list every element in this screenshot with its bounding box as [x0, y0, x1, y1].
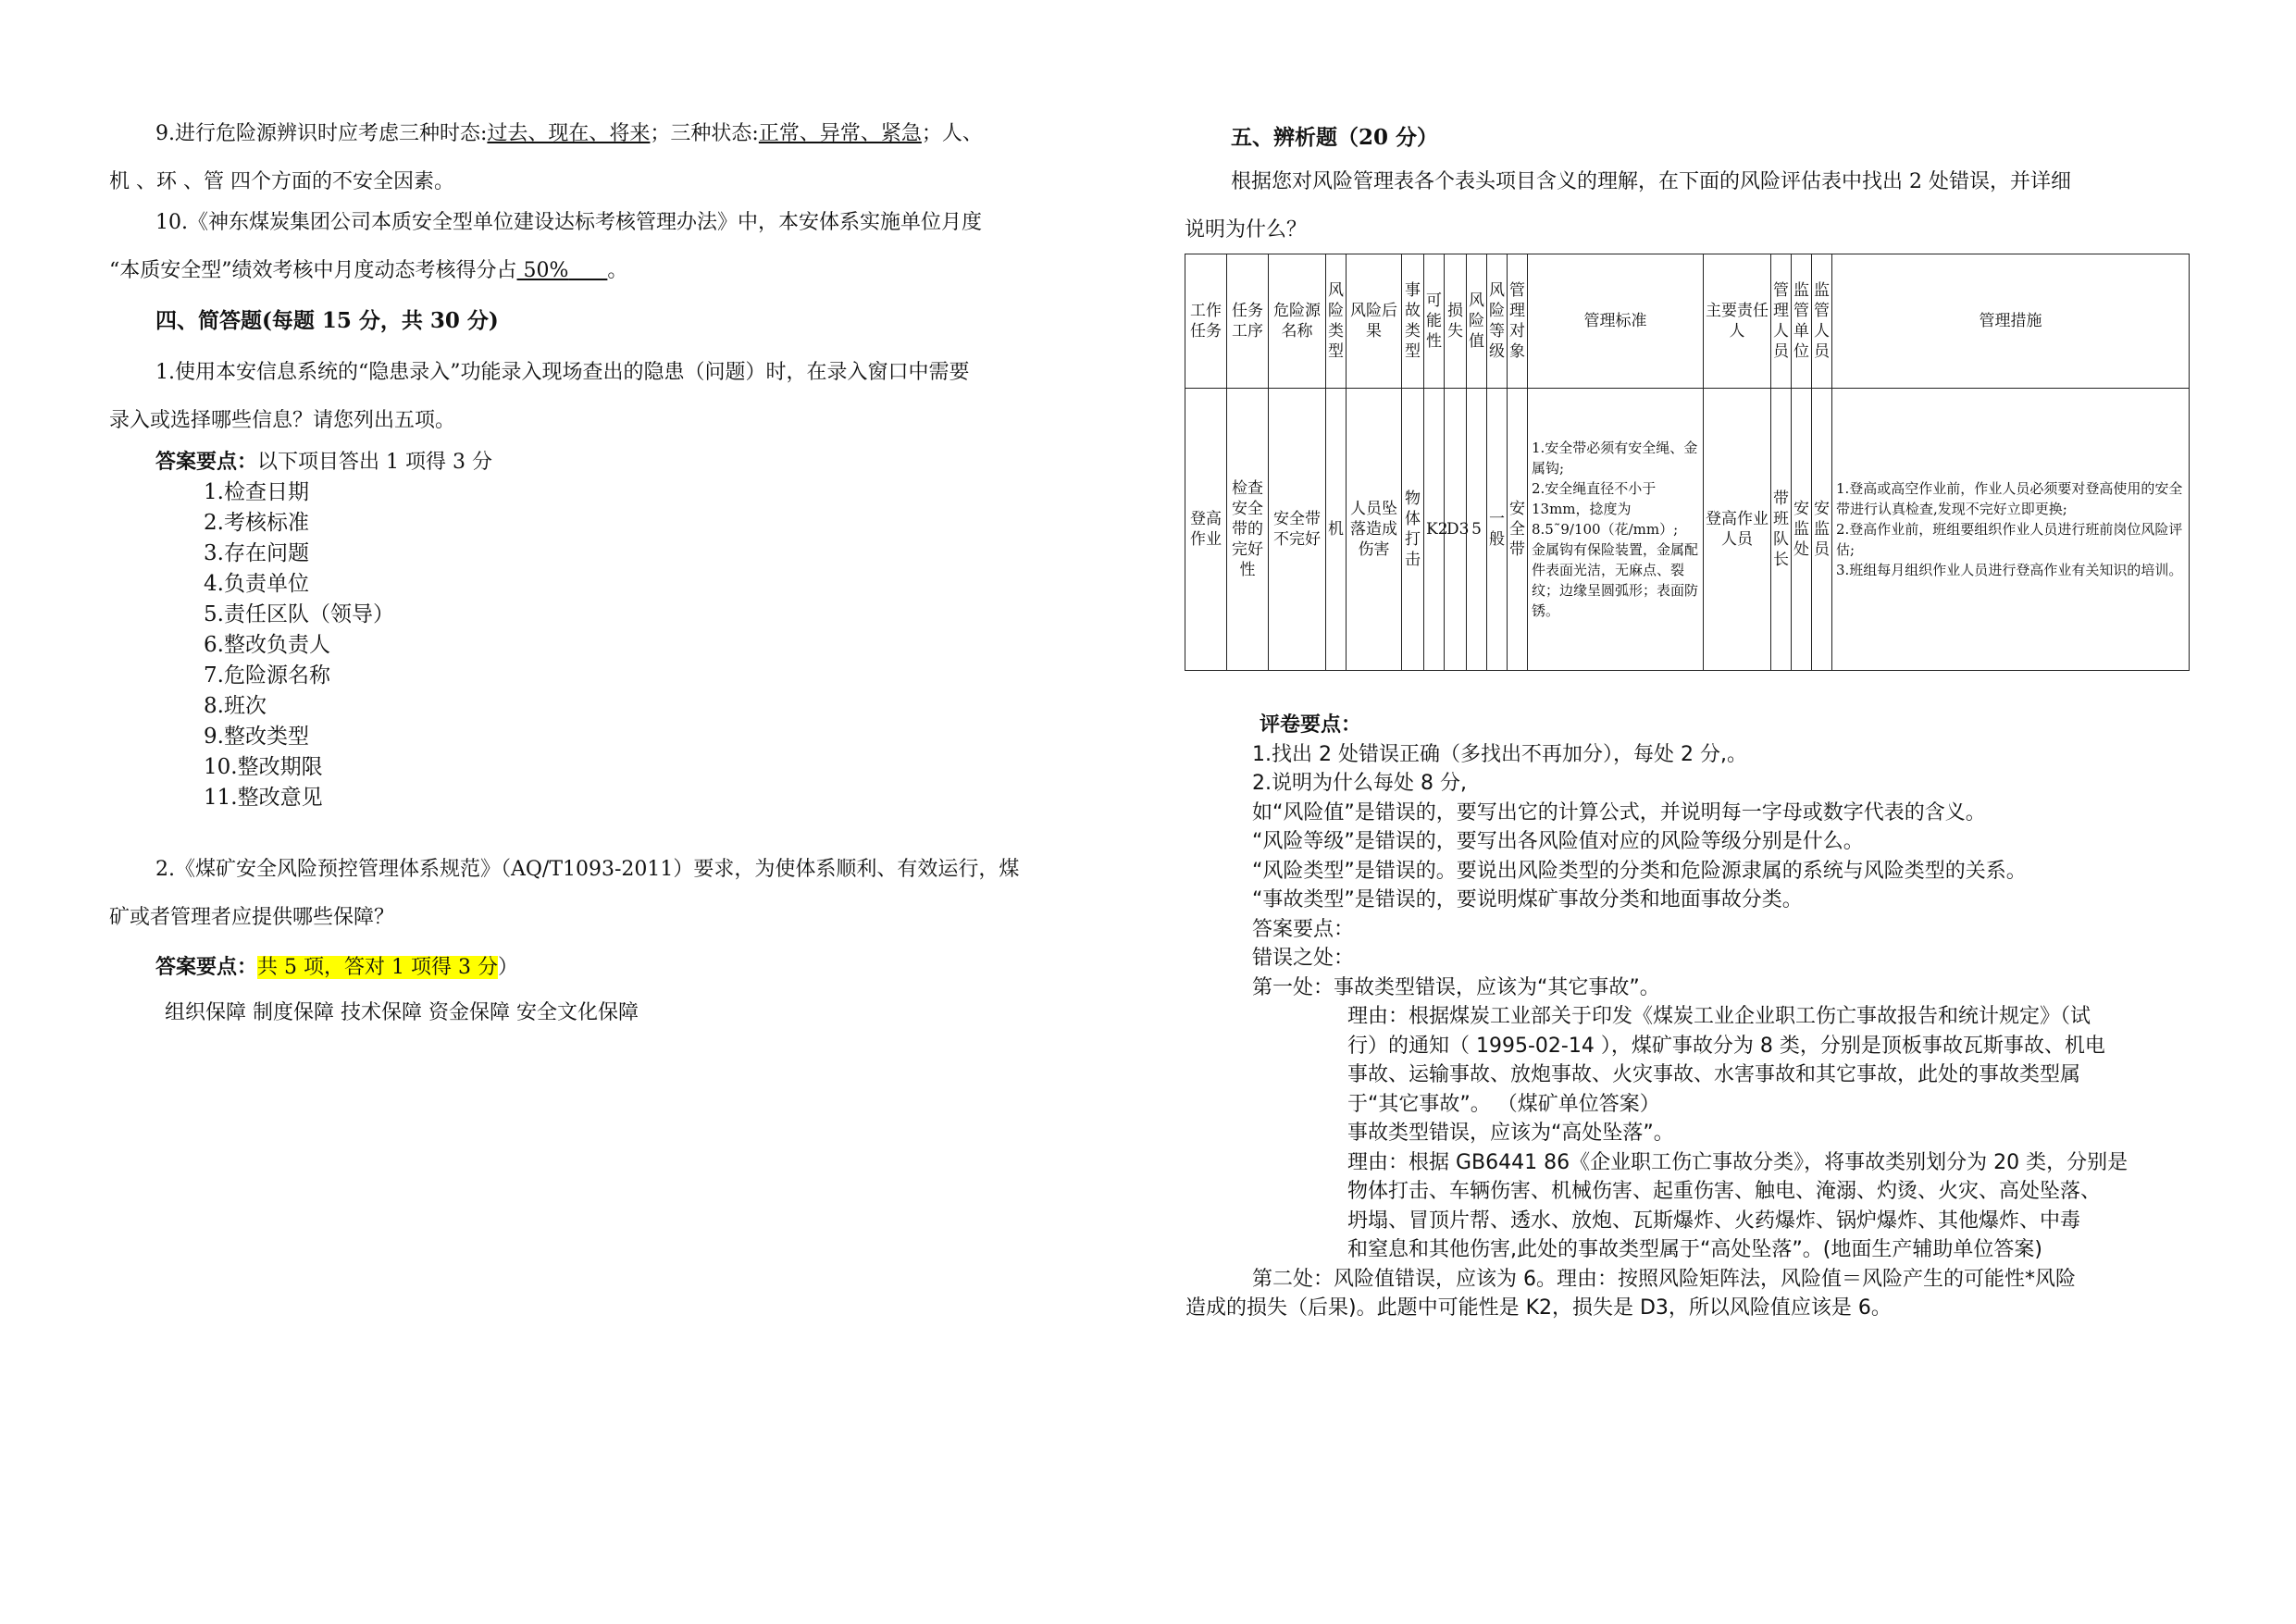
sq2-line2: 矿或者管理者应提供哪些保障？	[109, 906, 395, 929]
header-cell: 危险源名称	[1269, 254, 1326, 389]
q10-answer: 50%	[523, 259, 569, 282]
table-row	[1185, 389, 2190, 671]
cell-task: 登高作业	[1185, 389, 1227, 671]
header-cell: 工作任务	[1185, 254, 1227, 389]
highlighted-score-rule: 共 5 项，答对 1 项得 3 分	[257, 956, 498, 979]
sq1-line1: 1.使用本安信息系统的“隐患录入”功能录入现场查出的隐患（问题）时，在录入窗口中需要	[155, 361, 970, 384]
sq1-line2: 录入或选择哪些信息？请您列出五项。	[109, 409, 456, 432]
cell-hazard: 安全带不完好	[1269, 389, 1326, 671]
header-cell: 主要责任人	[1704, 254, 1771, 389]
list-item: 6.整改负责人	[204, 633, 330, 657]
header-cell: 监管人员	[1812, 254, 1832, 389]
header-cell: 任务工序	[1227, 254, 1269, 389]
header-cell: 损失	[1445, 254, 1467, 389]
list-item: 9.整改类型	[204, 725, 309, 749]
grading-notes: 评卷要点： 1.找出 2 处错误正确（多找出不再加分），每处 2 分,。 2.说明为什么每处 8 分, 如“风险值”是错误的，要写出它的计算公式，并说明每一字母或数字代表的含义。 “风险等级”是错误的，要写出各风险值对应的风险等级分别是什么。 “风险类型”是错误的。要说出风险类型的分类和危险源隶属的系统与风险类型的关系。 “事故类型”是错误的，要说明煤矿事故分类和地面事故分类。 答案要点： 错误之处： 第一处：事故类型错误，应该为“其它事故”。 理由：根据煤炭工业部关于印发《煤炭工业企业职工伤亡事故报告和统计规定》（试 行）的通知（ 1995-02-14 ），煤矿事故分为 8 类，分别是顶板事故瓦斯事故、机电 事故、运输事故、放炮事故、火灾事故、水害事故和其它事故，此处的事故类型属 于“其它事故”。 （煤矿单位答案） 事故类型错误，应该为“高处坠落”。 理由：根据 GB6441 86《企业职工伤亡事故分类》，将事故类别划分为 20 类，分别是 物体打击、车辆伤害、机械伤害、起重伤害、触电、淹溺、灼烫、火灾、高处坠落、 坍塌、冒顶片帮、透水、放炮、瓦斯爆炸、火药爆炸、锅炉爆炸、其他爆炸、中毒 和窒息和其他伤害,此处的事故类型属于“高处坠落”。(地面生产辅助单位答案) 第二处：风险值错误，应该为 6。理由：按照风险矩阵法，风险值＝风险产生的可能性*风险 造成的损失（后果)。此题中可能性是 K2，损失是 D3，所以风险值应该是 6。	[1252, 711, 2128, 1323]
list-item: 7.危险源名称	[204, 663, 330, 688]
q9-line2: 机 、环 、管 四个方面的不安全因素。	[109, 170, 454, 193]
q10-line2: “本质安全型”绩效考核中月度动态考核得分占 50% 。	[109, 259, 628, 282]
list-item: 4.负责单位	[204, 572, 309, 596]
list-item: 5.责任区队（领导）	[204, 602, 394, 626]
header-cell: 风险类型	[1326, 254, 1347, 389]
q9-line1: 9.进行危险源辨识时应考虑三种时态:过去、现在、将来；三种状态:正常、异常、紧急；人、	[155, 122, 983, 145]
table-header-row	[1185, 254, 2190, 389]
header-cell: 可能性	[1424, 254, 1445, 389]
cell-likelihood: K2	[1424, 389, 1445, 671]
header-cell: 监管单位	[1792, 254, 1812, 389]
sq2-line1: 2.《煤矿安全风险预控管理体系规范》（AQ/T1093-2011）要求，为使体系顺利、有效运行，煤	[155, 858, 1020, 881]
section-5-heading: 五、辨析题（20 分）	[1231, 125, 1439, 150]
q9-states-answer: 正常、异常、紧急	[758, 122, 922, 145]
header-cell: 事故类型	[1402, 254, 1424, 389]
list-item: 3.存在问题	[204, 541, 309, 565]
list-item: 1.检查日期	[204, 480, 309, 504]
cell-process: 检查安全带的完好性	[1227, 389, 1269, 671]
cell-consequence: 人员坠落造成伤害	[1347, 389, 1402, 671]
q9-times-answer: 过去、现在、将来	[487, 122, 651, 145]
cell-object: 安全带	[1508, 389, 1528, 671]
intro-line2: 说明为什么？	[1185, 218, 1308, 242]
header-cell: 风险等级	[1487, 254, 1508, 389]
sq2-answer-list: 组织保障 制度保障 技术保障 资金保障 安全文化保障	[165, 1001, 639, 1024]
cell-manager: 带班队长	[1771, 389, 1792, 671]
list-item: 10.整改期限	[204, 755, 323, 779]
header-cell: 管理标准	[1528, 254, 1704, 389]
cell-risk-value: 5	[1467, 389, 1487, 671]
sq1-answer: 答案要点：以下项目答出 1 项得 3 分	[155, 450, 492, 474]
cell-supervise-unit: 安监处	[1792, 389, 1812, 671]
cell-responsible: 登高作业人员	[1704, 389, 1771, 671]
cell-risk-grade: 一般	[1487, 389, 1508, 671]
list-item: 2.考核标准	[204, 511, 309, 535]
risk-assessment-table	[1185, 254, 2190, 671]
header-cell: 管理措施	[1832, 254, 2190, 389]
sq2-answer: 答案要点：共 5 项，答对 1 项得 3 分）	[155, 955, 518, 979]
cell-accident-type: 物体打击	[1402, 389, 1424, 671]
cell-loss: D3	[1445, 389, 1467, 671]
cell-risk-type: 机	[1326, 389, 1347, 671]
cell-standard: 1.安全带必须有安全绳、金属钩; 2.安全绳直径不小于13mm，捻度为8.5˜9/100（花/mm）; 金属钩有保险装置，金属配件表面光洁，无麻点、裂纹；边缘呈圆弧形；表面防锈。	[1528, 389, 1704, 671]
header-cell: 管理对象	[1508, 254, 1528, 389]
q10-line1: 10.《神东煤炭集团公司本质安全型单位建设达标考核管理办法》中，本安体系实施单位月度	[155, 211, 982, 234]
cell-supervisor: 安监员	[1812, 389, 1832, 671]
intro-line1: 根据您对风险管理表各个表头项目含义的理解，在下面的风险评估表中找出 2 处错误，并详细	[1231, 170, 2071, 193]
cell-measures: 1.登高或高空作业前，作业人员必须要对登高使用的安全带进行认真检查,发现不完好立即更换; 2.登高作业前，班组要组织作业人员进行班前岗位风险评估; 3.班组每月组织作业人员进行登高作业有关知识的培训。	[1832, 389, 2190, 671]
list-item: 11.整改意见	[204, 786, 323, 810]
header-cell: 风险值	[1467, 254, 1487, 389]
list-item: 8.班次	[204, 694, 267, 718]
section-4-heading: 四、简答题(每题 15 分，共 30 分)	[155, 308, 499, 333]
grading-title: 评卷要点：	[1260, 713, 1362, 737]
header-cell: 管理人员	[1771, 254, 1792, 389]
header-cell: 风险后果	[1347, 254, 1402, 389]
sq1-answer-list	[204, 477, 394, 813]
